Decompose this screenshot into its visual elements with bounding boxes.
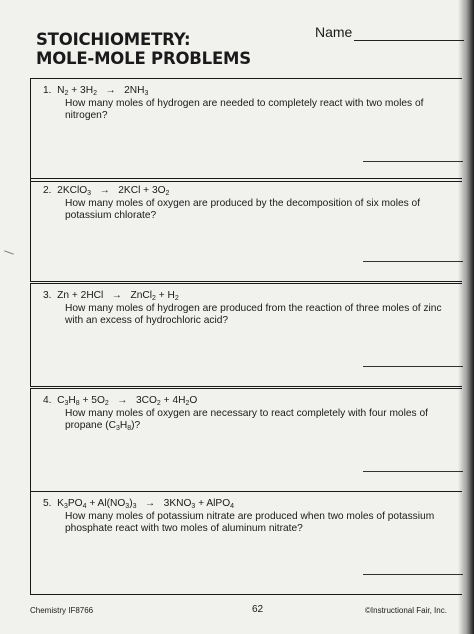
answer-line[interactable] [363,471,463,472]
problem-question: How many moles of potassium nitrate are produced when two moles of potassium phosphate react with two moles of aluminum nitrate? [65,511,435,534]
problem-equation: 5. $K_3PO_4 + Al(NO_3)_3 \to 3KNO_3$ + AlPO$_4$ [43,498,235,510]
problem-box-2 [30,178,462,282]
margin-mark [4,250,14,254]
problem-question: How many moles of oxygen are produced by the decomposition of six moles of potassium chlorate? [65,198,421,221]
problem-box-4 [30,388,462,492]
problem-question: How many moles of hydrogen are produced from the reaction of three moles of zinc with an excess of hydrochloric acid? [65,303,442,326]
footer-copyright: ©Instructional Fair, Inc. [365,606,447,615]
problem-box-1 [30,78,462,182]
footer-page-number: 62 [252,604,264,615]
footer-publication: Chemistry IF8766 [30,606,94,615]
title-line-2: MOLE-MOLE PROBLEMS [36,49,251,68]
problem-equation: 2. 2KClO$_3$ → $2KCl + 3O_2$ [43,185,170,197]
problem-box-5 [30,491,462,595]
problem-box-3 [30,283,462,387]
answer-line[interactable] [363,366,463,367]
problem-equation: 4. $C_3H_8 + 5O_2 \to 3CO_2 + 4H_2O$ [43,395,198,407]
problem-question: How many moles of hydrogen are needed to completely react with two moles of nitrogen? [65,98,424,121]
name-label: Name [315,24,353,40]
name-field-line[interactable] [354,40,464,41]
title-line-1: STOICHIOMETRY: [36,30,191,49]
answer-line[interactable] [363,161,463,162]
page-title [36,30,251,68]
answer-line[interactable] [363,574,463,575]
page-edge-shadow [458,0,474,634]
answer-line[interactable] [363,261,463,262]
problem-equation: 3. Zn + 2HCl → ZnCl$_2$ + $H_2$ [43,290,179,302]
problem-equation: 1. $N_2 + 3H_2 \to 2NH_3$ [43,85,149,97]
problem-question: How many moles of oxygen are necessary to react completely with four moles of propane $(C_3H_8)$? [65,408,428,432]
